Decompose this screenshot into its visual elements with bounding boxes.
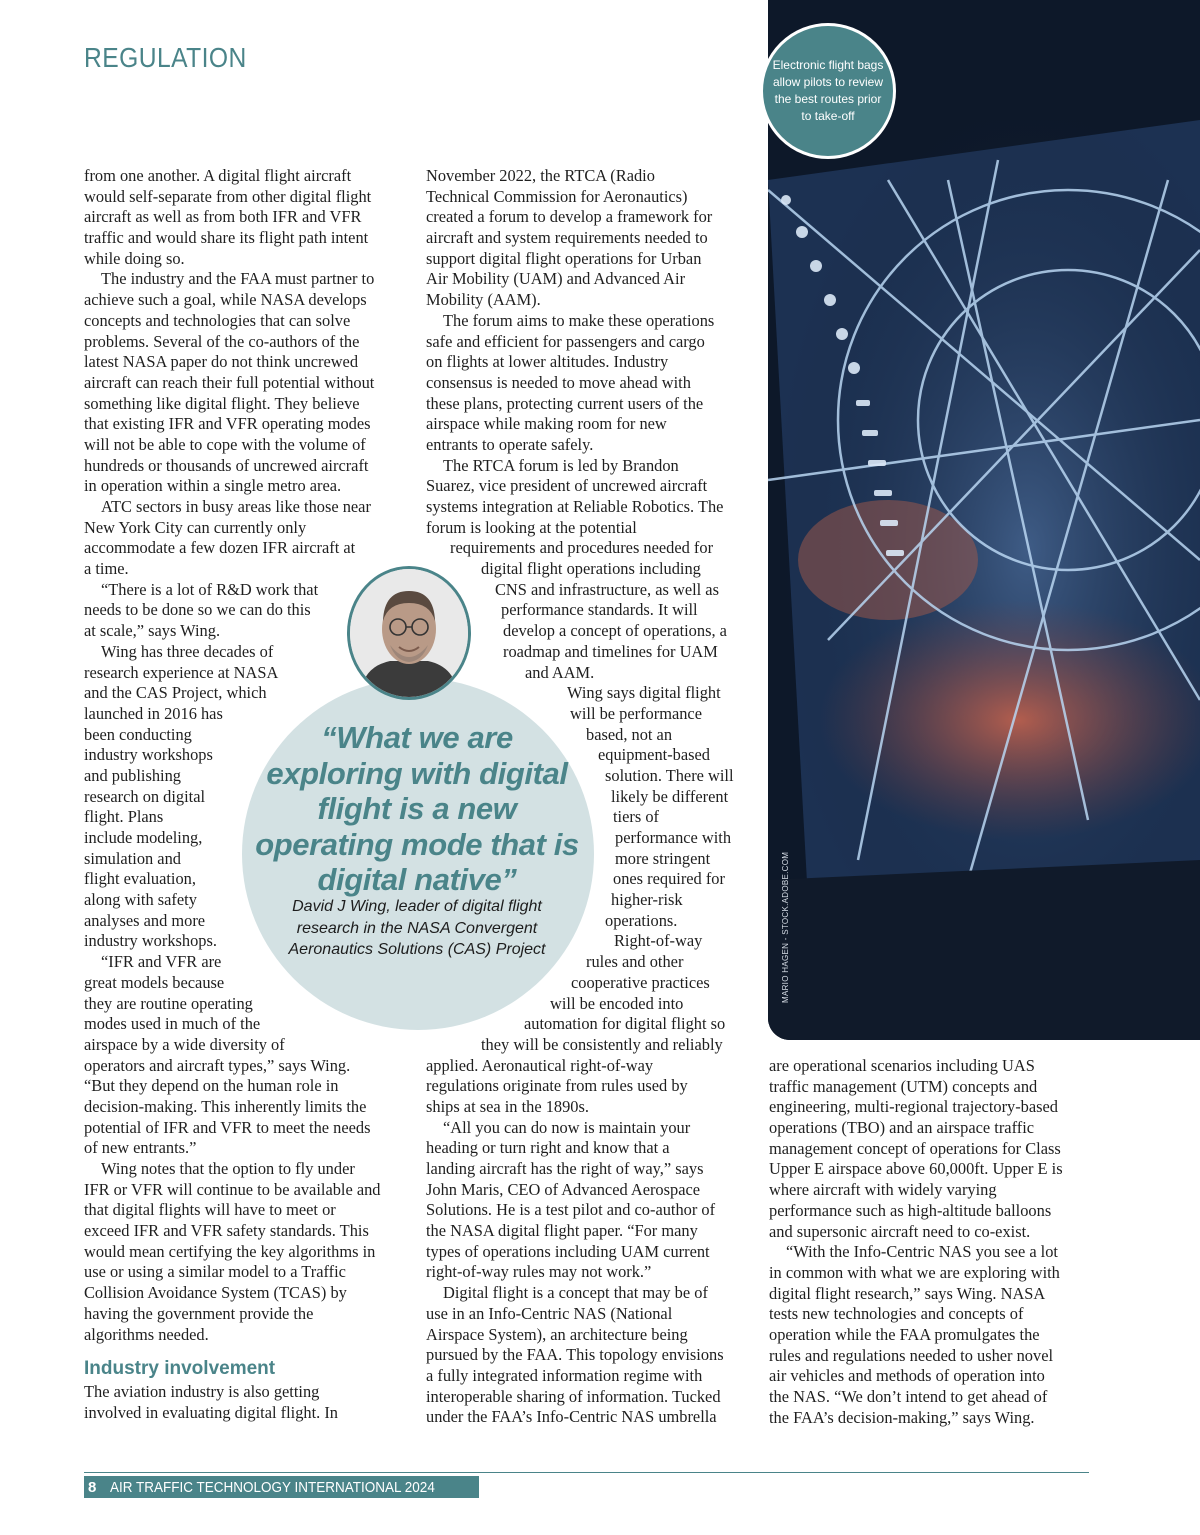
text-line: modes used in much of the <box>84 1014 261 1034</box>
text-line: traffic and would share its flight path intent <box>84 228 369 248</box>
pull-quote-attribution: David J Wing, leader of digital flight research in the NASA Convergent Aeronautics Solutions (CAS) Project <box>288 898 546 958</box>
text-line: Wing has three decades of <box>101 641 274 661</box>
text-line: flight evaluation, <box>84 869 196 889</box>
text-line: achieve such a goal, while NASA develops <box>84 290 367 310</box>
text-line: flight. Plans <box>84 807 164 827</box>
text-line: develop a concept of operations, a <box>503 621 727 641</box>
text-line: would mean certifying the key algorithms in <box>84 1241 376 1261</box>
text-line: ones required for <box>613 869 725 889</box>
text-line: ships at sea in the 1890s. <box>426 1096 589 1116</box>
text-line: “There is a lot of R&D work that <box>101 579 319 599</box>
text-line: pursued by the FAA. This topology envisions <box>426 1345 724 1365</box>
text-line: New York City can currently only <box>84 517 307 537</box>
text-line: right-of-way rules may not work.” <box>426 1262 652 1282</box>
text-line: tests new technologies and concepts of <box>769 1304 1024 1324</box>
text-line: ATC sectors in busy areas like those near <box>101 497 371 516</box>
text-line: The RTCA forum is led by Brandon <box>443 455 679 475</box>
text-line: operations. <box>605 910 678 930</box>
text-line: air vehicles and methods of operation into <box>769 1366 1045 1386</box>
text-line: Mobility (AAM). <box>426 290 541 310</box>
text-line: on flights at lower altitudes. Industry <box>426 352 669 372</box>
text-line: include modeling, <box>84 828 203 847</box>
text-line: from one another. A digital flight aircraft <box>84 166 352 185</box>
text-line: algorithms needed. <box>84 1324 209 1344</box>
subhead-industry-involvement: Industry involvement <box>84 1358 276 1380</box>
text-line: will be performance <box>570 703 702 723</box>
text-line: equipment-based <box>598 745 710 765</box>
text-line: exceed IFR and VFR safety standards. This <box>84 1221 369 1241</box>
text-line: Upper E airspace above 60,000ft. Upper E is <box>769 1159 1063 1179</box>
text-line: performance with <box>615 828 732 847</box>
text-line: heading or turn right and know that a <box>426 1138 670 1158</box>
text-line: Air Mobility (UAM) and Advanced Air <box>426 269 686 289</box>
text-line: simulation and <box>84 848 181 868</box>
text-line: performance such as high-altitude balloons <box>769 1200 1052 1220</box>
text-line: of new entrants.” <box>84 1138 197 1158</box>
text-line: industry workshops <box>84 745 213 765</box>
text-line: they are routine operating <box>84 993 253 1013</box>
text-line: more stringent <box>615 848 711 868</box>
text-line: forum is looking at the potential <box>426 517 637 537</box>
text-line: Digital flight is a concept that may be of <box>443 1283 708 1303</box>
text-line: performance standards. It will <box>501 600 698 620</box>
text-line: operators and aircraft types,” says Wing. <box>84 1055 351 1075</box>
photo-caption: Electronic flight bags allow pilots to review the best routes prior to take-off <box>772 58 884 123</box>
text-line: traffic management (UTM) concepts and <box>769 1076 1038 1096</box>
text-line: the FAA’s decision-making,” says Wing. <box>769 1407 1035 1427</box>
text-line: “But they depend on the human role in <box>84 1076 339 1096</box>
photo-credit: MARIO HAGEN - STOCK.ADOBE.COM <box>781 851 790 1003</box>
text-line: regulations originate from rules used by <box>426 1076 688 1096</box>
text-line: they will be consistently and reliably <box>481 1034 723 1054</box>
text-line: types of operations including UAM current <box>426 1241 710 1261</box>
text-line: hundreds or thousands of uncrewed aircraft <box>84 455 369 475</box>
text-line: interoperable sharing of information. Tucked <box>426 1386 721 1406</box>
text-line: the NASA digital flight paper. “For many <box>426 1221 698 1241</box>
text-line: aircraft can reach their full potential without <box>84 372 375 392</box>
publication-name: AIR TRAFFIC TECHNOLOGY INTERNATIONAL 2024 <box>110 1478 436 1496</box>
footer-rule <box>84 1472 1089 1473</box>
text-line: “All you can do now is maintain your <box>443 1117 691 1137</box>
text-line: analyses and more <box>84 910 206 930</box>
text-line: digital flight operations including <box>481 559 701 579</box>
text-line: engineering, multi-regional trajectory-based <box>769 1097 1058 1117</box>
text-line: launched in 2016 has <box>84 703 223 723</box>
text-line: that digital flights will have to meet or <box>84 1200 336 1220</box>
text-line: tiers of <box>613 807 659 827</box>
text-line: industry workshops. <box>84 931 217 951</box>
text-line: Technical Commission for Aeronautics) <box>426 186 688 206</box>
text-line: airspace while making room for new <box>426 414 667 434</box>
page-number: 8 <box>88 1478 97 1496</box>
pull-quote: “What we are exploring with digital flight is a new operating mode that is digital native” <box>255 720 579 897</box>
text-line: roadmap and timelines for UAM <box>503 641 718 661</box>
text-line: latest NASA paper do not think uncrewed <box>84 352 359 372</box>
text-line: Wing says digital flight <box>567 683 721 703</box>
text-line: and supersonic aircraft need to co-exist. <box>769 1221 1031 1241</box>
text-line: requirements and procedures needed for <box>450 538 714 558</box>
text-line: The aviation industry is also getting <box>84 1382 320 1402</box>
text-line: safe and efficient for passengers and cargo <box>426 331 705 351</box>
text-line: will not be able to cope with the volume of <box>84 434 366 454</box>
text-line: use in an Info-Centric NAS (National <box>426 1303 673 1323</box>
text-line: IFR or VFR will continue to be available and <box>84 1179 381 1199</box>
text-line: operations (TBO) and an airspace traffic <box>769 1118 1035 1138</box>
text-line: potential of IFR and VFR to meet the needs <box>84 1117 371 1137</box>
text-line: Collision Avoidance System (TCAS) by <box>84 1283 347 1303</box>
text-line: in operation within a single metro area. <box>84 476 342 496</box>
text-line: and publishing <box>84 765 181 785</box>
text-line: the NAS. “We don’t intend to get ahead of <box>769 1387 1048 1406</box>
text-line: are operational scenarios including UAS <box>769 1056 1035 1075</box>
text-line: CNS and infrastructure, as well as <box>495 579 719 599</box>
text-line: under the FAA’s Info-Centric NAS umbrella <box>426 1407 717 1427</box>
text-line: accommodate a few dozen IFR aircraft at <box>84 538 356 558</box>
text-line: in common with what we are exploring with <box>769 1262 1060 1282</box>
text-line: a fully integrated information regime with <box>426 1365 703 1385</box>
text-line: digital flight research,” says Wing. NASA <box>769 1283 1046 1303</box>
text-line: that existing IFR and VFR operating modes <box>84 414 371 434</box>
text-line: based, not an <box>586 724 673 744</box>
text-line: cooperative practices <box>571 972 710 992</box>
text-line: Airspace System), an architecture being <box>426 1324 688 1344</box>
text-line: rules and other <box>586 952 684 972</box>
text-line: landing aircraft has the right of way,” says <box>426 1159 704 1178</box>
text-line: Right-of-way <box>614 931 703 951</box>
text-line: Suarez, vice president of uncrewed aircraft <box>426 476 708 496</box>
text-line: John Maris, CEO of Advanced Aerospace <box>426 1179 701 1199</box>
text-line: applied. Aeronautical right-of-way <box>426 1055 654 1075</box>
text-line: systems integration at Reliable Robotics. The <box>426 497 724 516</box>
text-line: entrants to operate safely. <box>426 434 594 454</box>
text-line: solution. There will <box>605 765 734 785</box>
text-line: likely be different <box>611 786 729 806</box>
text-line: at scale,” says Wing. <box>84 621 221 641</box>
text-line: consensus is needed to move ahead with <box>426 372 691 392</box>
text-line: having the government provide the <box>84 1303 314 1323</box>
text-line: “IFR and VFR are <box>101 952 222 972</box>
text-line: automation for digital flight so <box>524 1014 726 1034</box>
photo-caption-bubble <box>760 23 896 159</box>
text-line: decision-making. This inherently limits the <box>84 1096 367 1116</box>
section-label: REGULATION <box>84 42 247 73</box>
text-line: research experience at NASA <box>84 662 279 682</box>
text-line: concepts and technologies that can solve <box>84 310 351 330</box>
text-line: these plans, protecting current users of the <box>426 393 704 413</box>
text-line: problems. Several of the co-authors of the <box>84 331 360 351</box>
text-line: The industry and the FAA must partner to <box>101 269 375 289</box>
text-line: aircraft as well as from both IFR and VFR <box>84 207 362 227</box>
text-line: and AAM. <box>525 662 595 682</box>
text-line: higher-risk <box>611 890 683 910</box>
portrait-photo <box>347 566 471 700</box>
text-line: operation while the FAA promulgates the <box>769 1324 1040 1344</box>
text-line: great models because <box>84 972 225 992</box>
text-line: “With the Info-Centric NAS you see a lot <box>786 1242 1058 1262</box>
text-line: and the CAS Project, which <box>84 683 267 703</box>
text-line: rules and regulations needed to usher novel <box>769 1345 1054 1365</box>
text-line: a time. <box>84 559 129 579</box>
text-line: management concept of operations for Class <box>769 1138 1061 1158</box>
text-line: along with safety <box>84 890 197 910</box>
text-line: something like digital flight. They believe <box>84 393 360 413</box>
text-line: airspace by a wide diversity of <box>84 1034 285 1054</box>
text-line: would self-separate from other digital flight <box>84 186 372 206</box>
text-line: Wing notes that the option to fly under <box>101 1159 355 1178</box>
text-line: use or using a similar model to a Traffic <box>84 1262 346 1282</box>
footer-bar <box>84 1476 479 1498</box>
text-line: Solutions. He is a test pilot and co-author of <box>426 1200 716 1220</box>
text-line: involved in evaluating digital flight. In <box>84 1402 339 1422</box>
text-line: research on digital <box>84 786 206 806</box>
column-3 <box>769 1056 1099 1428</box>
text-line: needs to be done so we can do this <box>84 600 311 620</box>
text-line: aircraft and system requirements needed to <box>426 228 708 248</box>
text-line: been conducting <box>84 724 192 744</box>
text-line: The forum aims to make these operations <box>443 310 715 330</box>
text-line: while doing so. <box>84 248 185 268</box>
text-line: where aircraft with widely varying <box>769 1180 997 1200</box>
text-line: support digital flight operations for Urban <box>426 248 702 268</box>
text-line: will be encoded into <box>550 993 684 1013</box>
text-line: November 2022, the RTCA (Radio <box>426 166 655 185</box>
text-line: created a forum to develop a framework for <box>426 207 713 227</box>
